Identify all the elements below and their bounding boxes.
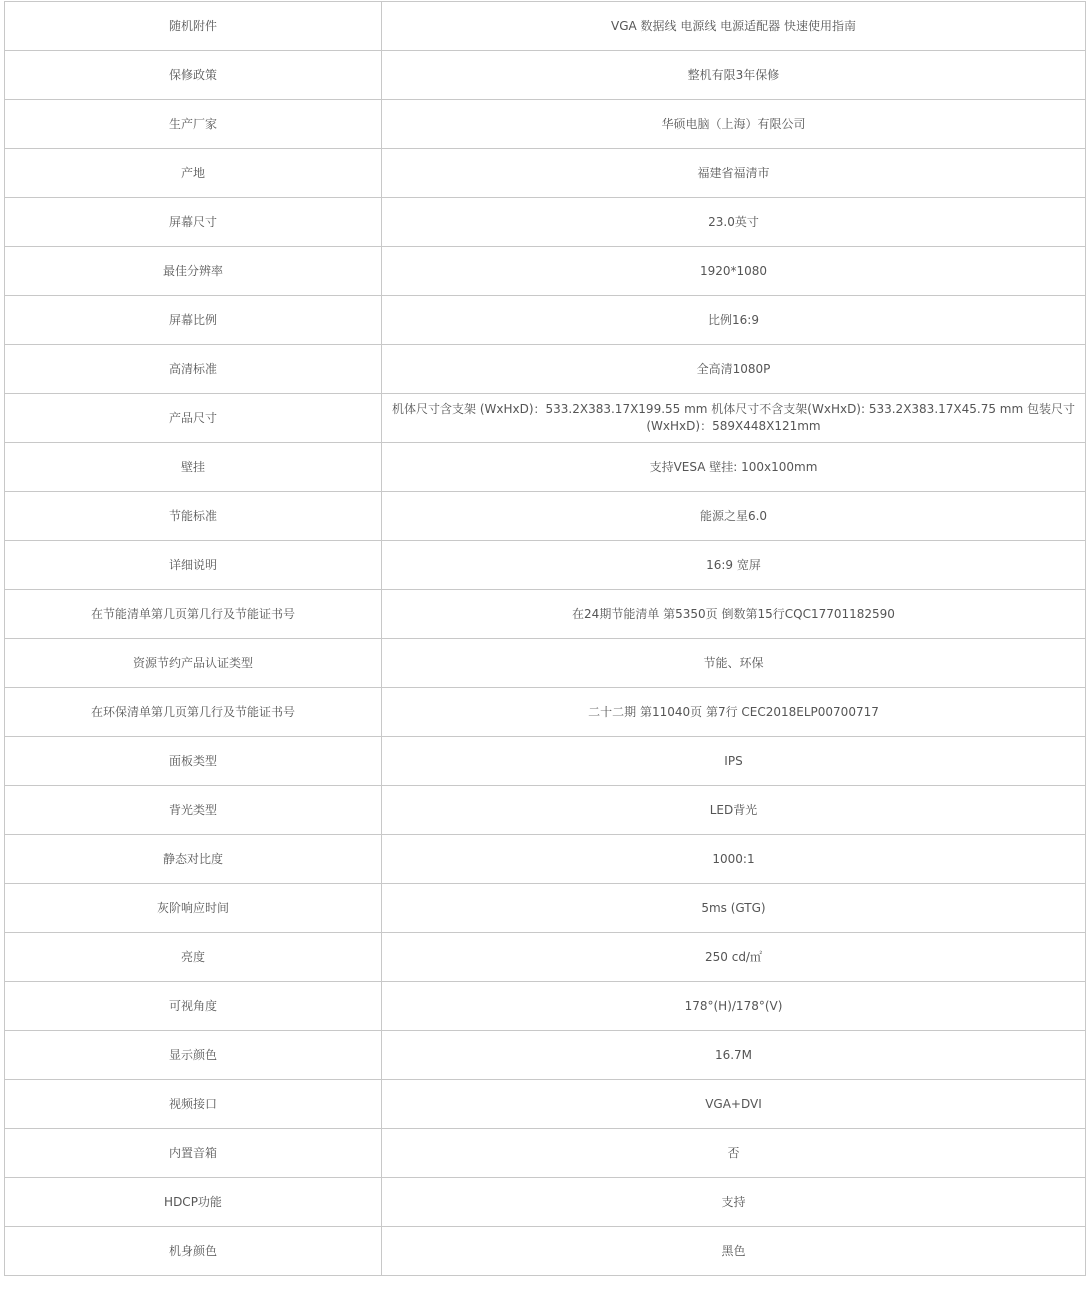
table-row xyxy=(5,933,1086,982)
spec-value: 否 xyxy=(382,1129,1086,1178)
spec-value: 整机有限3年保修 xyxy=(382,51,1086,100)
spec-label: 在环保清单第几页第几行及节能证书号 xyxy=(5,688,382,737)
spec-value: LED背光 xyxy=(382,786,1086,835)
spec-value: 支持 xyxy=(382,1178,1086,1227)
table-row xyxy=(5,345,1086,394)
spec-value: 能源之星6.0 xyxy=(382,492,1086,541)
spec-label: 静态对比度 xyxy=(5,835,382,884)
table-row xyxy=(5,2,1086,51)
spec-value: 16.7M xyxy=(382,1031,1086,1080)
table-row xyxy=(5,51,1086,100)
spec-label: 背光类型 xyxy=(5,786,382,835)
spec-table-container xyxy=(4,1,1085,1276)
table-row xyxy=(5,1080,1086,1129)
spec-label: 亮度 xyxy=(5,933,382,982)
spec-value: 福建省福清市 xyxy=(382,149,1086,198)
table-row xyxy=(5,394,1086,443)
spec-value: VGA+DVI xyxy=(382,1080,1086,1129)
table-row xyxy=(5,982,1086,1031)
spec-value: 支持VESA 壁挂: 100x100mm xyxy=(382,443,1086,492)
spec-label: 面板类型 xyxy=(5,737,382,786)
spec-table-body xyxy=(5,2,1086,1276)
spec-label: 在节能清单第几页第几行及节能证书号 xyxy=(5,590,382,639)
spec-label: 产品尺寸 xyxy=(5,394,382,443)
spec-value: 23.0英寸 xyxy=(382,198,1086,247)
spec-label: HDCP功能 xyxy=(5,1178,382,1227)
spec-label: 资源节约产品认证类型 xyxy=(5,639,382,688)
spec-label: 壁挂 xyxy=(5,443,382,492)
spec-label: 可视角度 xyxy=(5,982,382,1031)
spec-label: 随机附件 xyxy=(5,2,382,51)
table-row xyxy=(5,1227,1086,1276)
table-row xyxy=(5,149,1086,198)
spec-value: 5ms (GTG) xyxy=(382,884,1086,933)
spec-label: 机身颜色 xyxy=(5,1227,382,1276)
spec-label: 灰阶响应时间 xyxy=(5,884,382,933)
spec-value: IPS xyxy=(382,737,1086,786)
spec-value: 华硕电脑（上海）有限公司 xyxy=(382,100,1086,149)
spec-value: 1000:1 xyxy=(382,835,1086,884)
spec-value: 黑色 xyxy=(382,1227,1086,1276)
spec-label: 内置音箱 xyxy=(5,1129,382,1178)
spec-value: 节能、环保 xyxy=(382,639,1086,688)
spec-table xyxy=(4,1,1086,1276)
spec-value: 在24期节能清单 第5350页 倒数第15行CQC17701182590 xyxy=(382,590,1086,639)
spec-value: 全高清1080P xyxy=(382,345,1086,394)
spec-label: 保修政策 xyxy=(5,51,382,100)
table-row xyxy=(5,737,1086,786)
spec-label: 最佳分辨率 xyxy=(5,247,382,296)
table-row xyxy=(5,1129,1086,1178)
spec-label: 屏幕比例 xyxy=(5,296,382,345)
spec-label: 生产厂家 xyxy=(5,100,382,149)
table-row xyxy=(5,590,1086,639)
spec-label: 详细说明 xyxy=(5,541,382,590)
spec-label: 高清标准 xyxy=(5,345,382,394)
table-row xyxy=(5,296,1086,345)
spec-value: 1920*1080 xyxy=(382,247,1086,296)
table-row xyxy=(5,786,1086,835)
table-row xyxy=(5,541,1086,590)
table-row xyxy=(5,198,1086,247)
table-row xyxy=(5,835,1086,884)
spec-value: VGA 数据线 电源线 电源适配器 快速使用指南 xyxy=(382,2,1086,51)
table-row xyxy=(5,884,1086,933)
spec-label: 产地 xyxy=(5,149,382,198)
table-row xyxy=(5,639,1086,688)
table-row xyxy=(5,443,1086,492)
spec-value: 178°(H)/178°(V) xyxy=(382,982,1086,1031)
table-row xyxy=(5,100,1086,149)
spec-label: 节能标准 xyxy=(5,492,382,541)
spec-label: 显示颜色 xyxy=(5,1031,382,1080)
spec-value: 250 cd/㎡ xyxy=(382,933,1086,982)
spec-value: 16:9 宽屏 xyxy=(382,541,1086,590)
spec-value: 机体尺寸含支架 (WxHxD)：533.2X383.17X199.55 mm 机体尺寸不含支架(WxHxD): 533.2X383.17X45.75 mm 包装尺寸(WxHxD)：589X448X121mm xyxy=(382,394,1086,443)
spec-label: 屏幕尺寸 xyxy=(5,198,382,247)
table-row xyxy=(5,247,1086,296)
spec-value: 二十二期 第11040页 第7行 CEC2018ELP00700717 xyxy=(382,688,1086,737)
table-row xyxy=(5,492,1086,541)
spec-label: 视频接口 xyxy=(5,1080,382,1129)
table-row xyxy=(5,688,1086,737)
table-row xyxy=(5,1178,1086,1227)
spec-value: 比例16:9 xyxy=(382,296,1086,345)
table-row xyxy=(5,1031,1086,1080)
